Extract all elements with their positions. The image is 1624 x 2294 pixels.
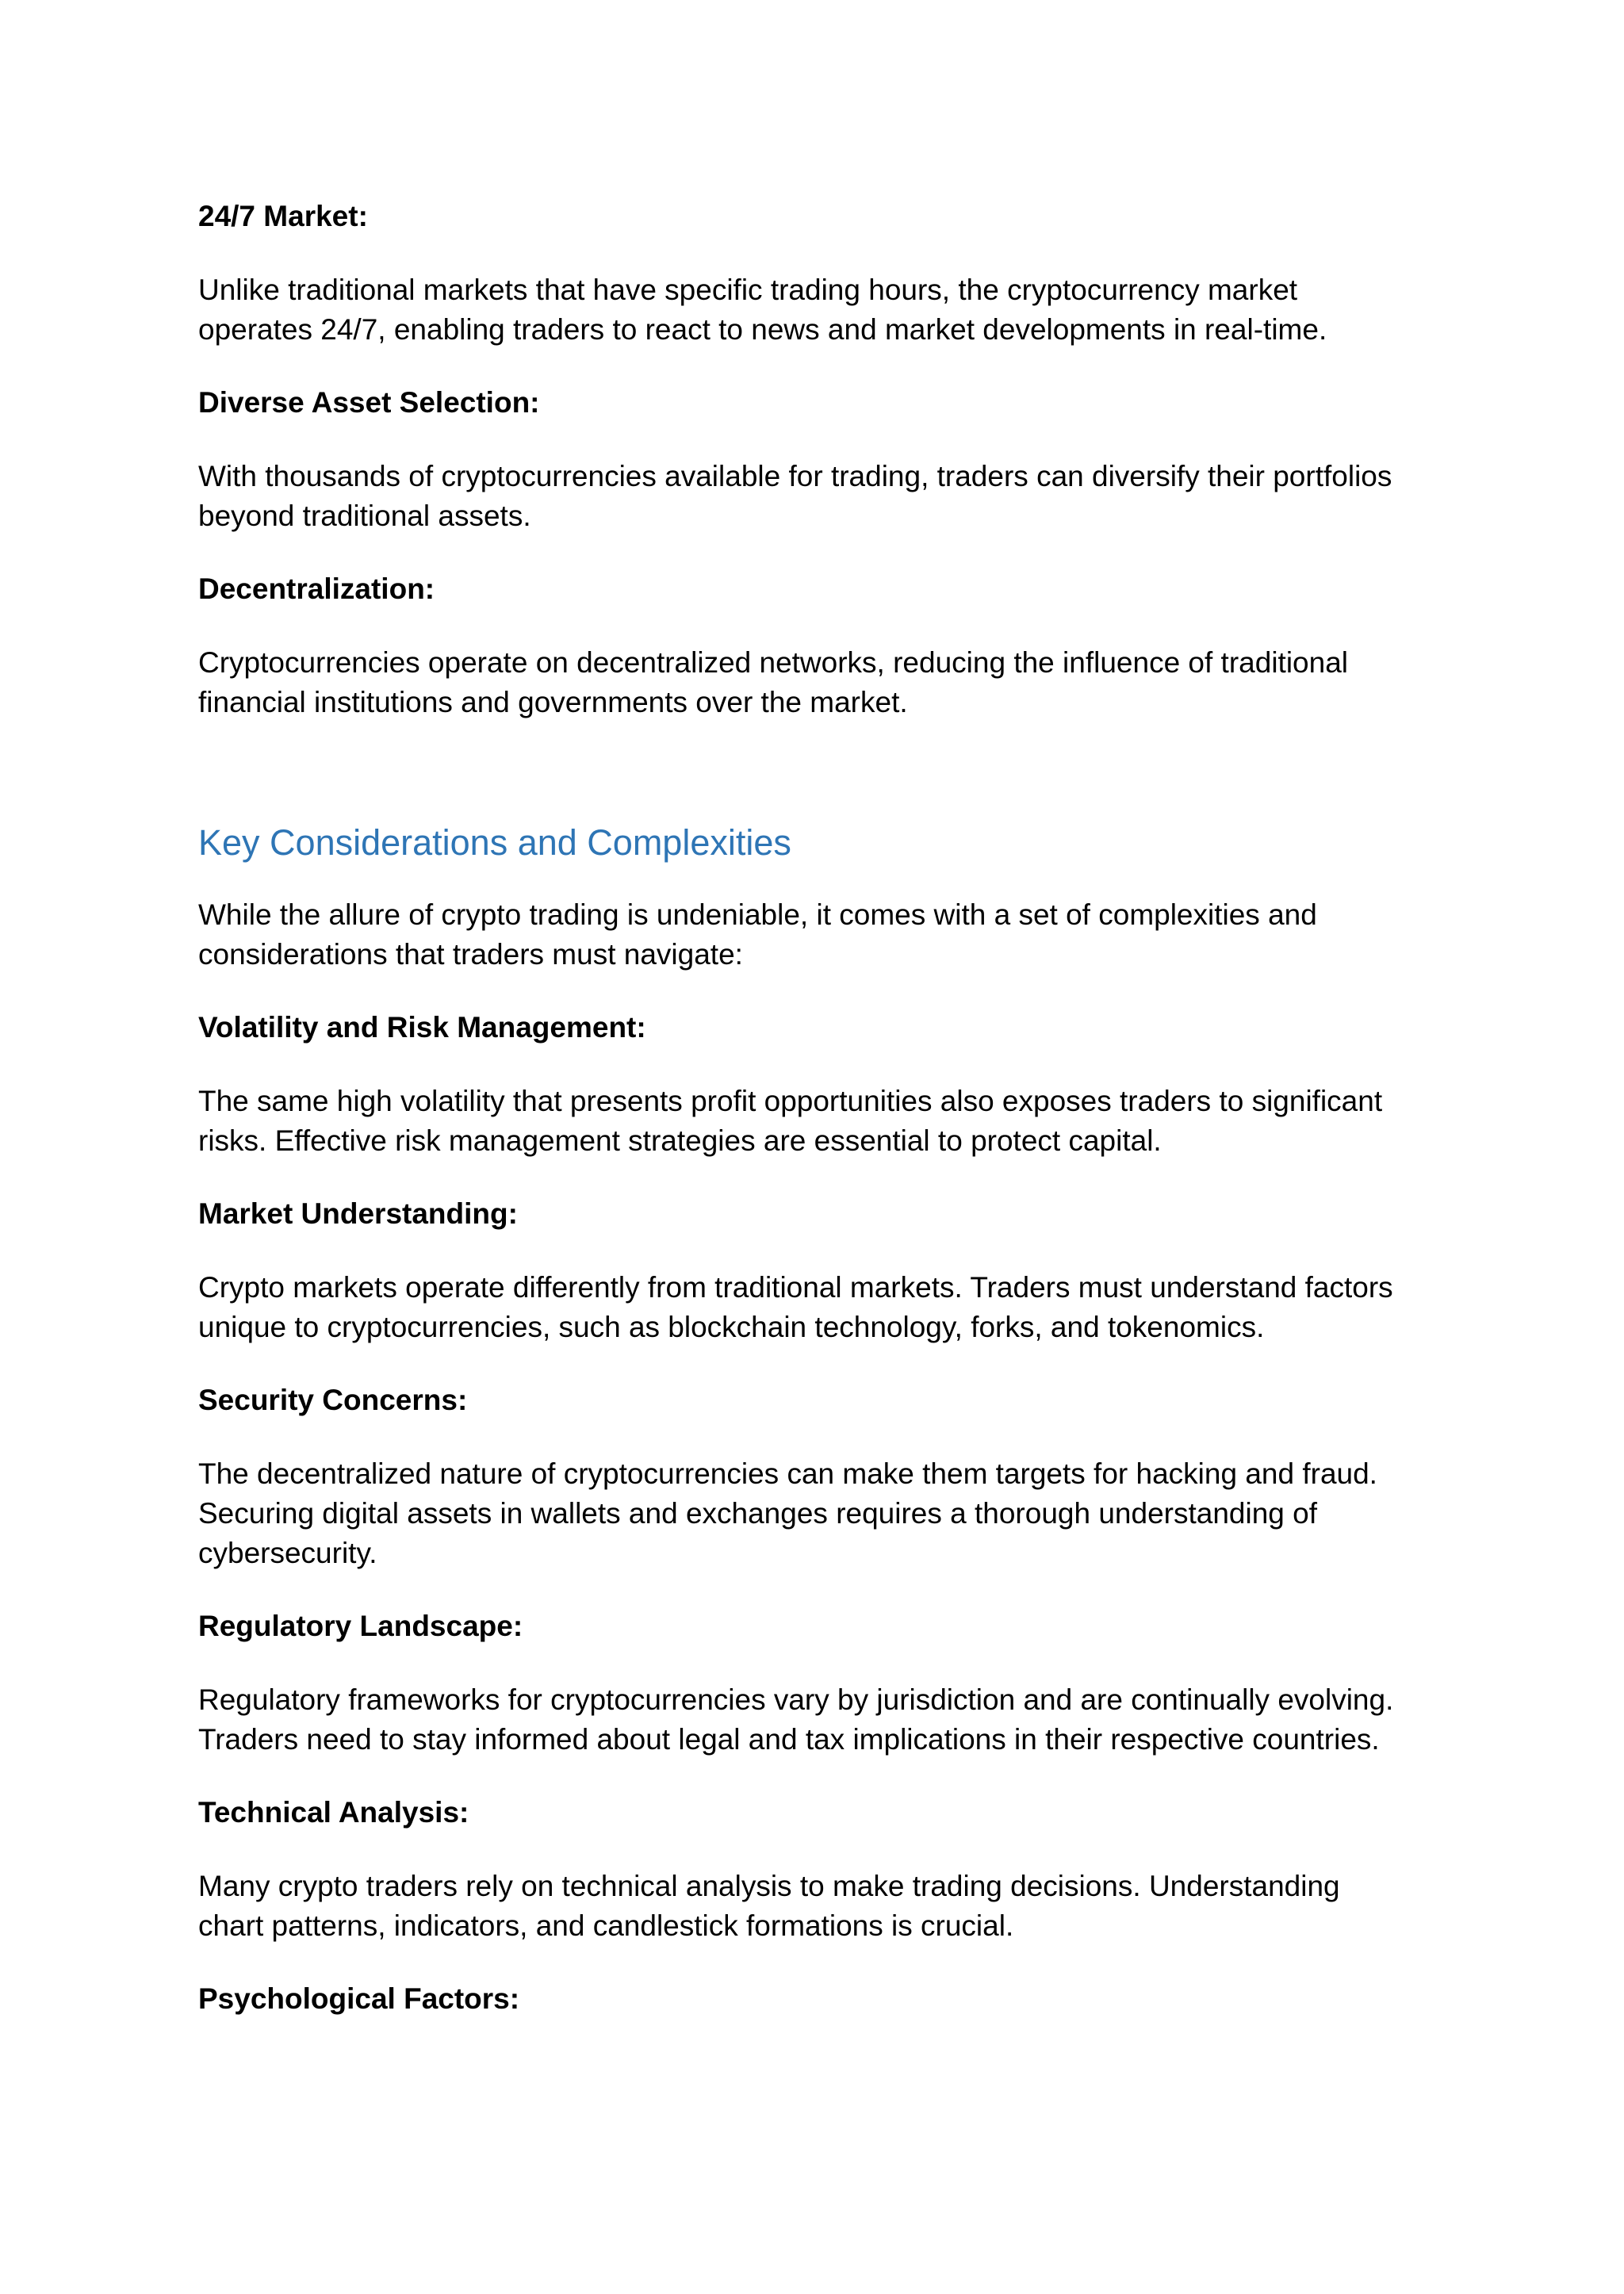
- block-heading: Technical Analysis:: [198, 1796, 469, 1829]
- block-heading: Psychological Factors:: [198, 1982, 520, 2015]
- block-text-line: The same high volatility that presents profit opportunities also exposes traders to significant: [198, 1085, 1383, 1117]
- block-heading: Market Understanding:: [198, 1197, 518, 1230]
- block-heading: Security Concerns:: [198, 1384, 468, 1416]
- block-heading: Volatility and Risk Management:: [198, 1011, 646, 1044]
- section-intro-line: While the allure of crypto trading is undeniable, it comes with a set of complexities and: [198, 898, 1317, 931]
- block-heading: 24/7 Market:: [198, 200, 368, 232]
- block-text-line: Securing digital assets in wallets and exchanges requires a thorough understanding of: [198, 1497, 1318, 1530]
- block-text-line: cybersecurity.: [198, 1537, 377, 1569]
- block-text-line: The decentralized nature of cryptocurrencies can make them targets for hacking and fraud.: [198, 1457, 1377, 1490]
- block-heading: Diverse Asset Selection:: [198, 386, 540, 419]
- block-heading: Regulatory Landscape:: [198, 1610, 523, 1642]
- block-text-line: Traders need to stay informed about legal and tax implications in their respective countries.: [198, 1723, 1380, 1756]
- block-text-line: Cryptocurrencies operate on decentralized networks, reducing the influence of traditional: [198, 646, 1348, 679]
- block-text-line: operates 24/7, enabling traders to react to news and market developments in real-time.: [198, 313, 1327, 346]
- block-text-line: Many crypto traders rely on technical analysis to make trading decisions. Understanding: [198, 1870, 1340, 1902]
- block-text-line: With thousands of cryptocurrencies available for trading, traders can diversify their portfolios: [198, 460, 1392, 492]
- block-text-line: Regulatory frameworks for cryptocurrencies vary by jurisdiction and are continually evolving.: [198, 1683, 1394, 1716]
- block-heading: Decentralization:: [198, 573, 435, 605]
- block-text-line: Unlike traditional markets that have specific trading hours, the cryptocurrency market: [198, 274, 1298, 306]
- block-text-line: unique to cryptocurrencies, such as blockchain technology, forks, and tokenomics.: [198, 1311, 1265, 1343]
- block-text-line: financial institutions and governments over the market.: [198, 686, 908, 718]
- document-page: [198, 197, 1435, 2019]
- block-text-line: beyond traditional assets.: [198, 500, 531, 532]
- block-text-line: chart patterns, indicators, and candlestick formations is crucial.: [198, 1909, 1014, 1942]
- section-intro-line: considerations that traders must navigate:: [198, 938, 743, 971]
- block-text-line: Crypto markets operate differently from traditional markets. Traders must understand factors: [198, 1271, 1393, 1304]
- block-text-line: risks. Effective risk management strategies are essential to protect capital.: [198, 1124, 1162, 1157]
- section-title: Key Considerations and Complexities: [198, 822, 791, 863]
